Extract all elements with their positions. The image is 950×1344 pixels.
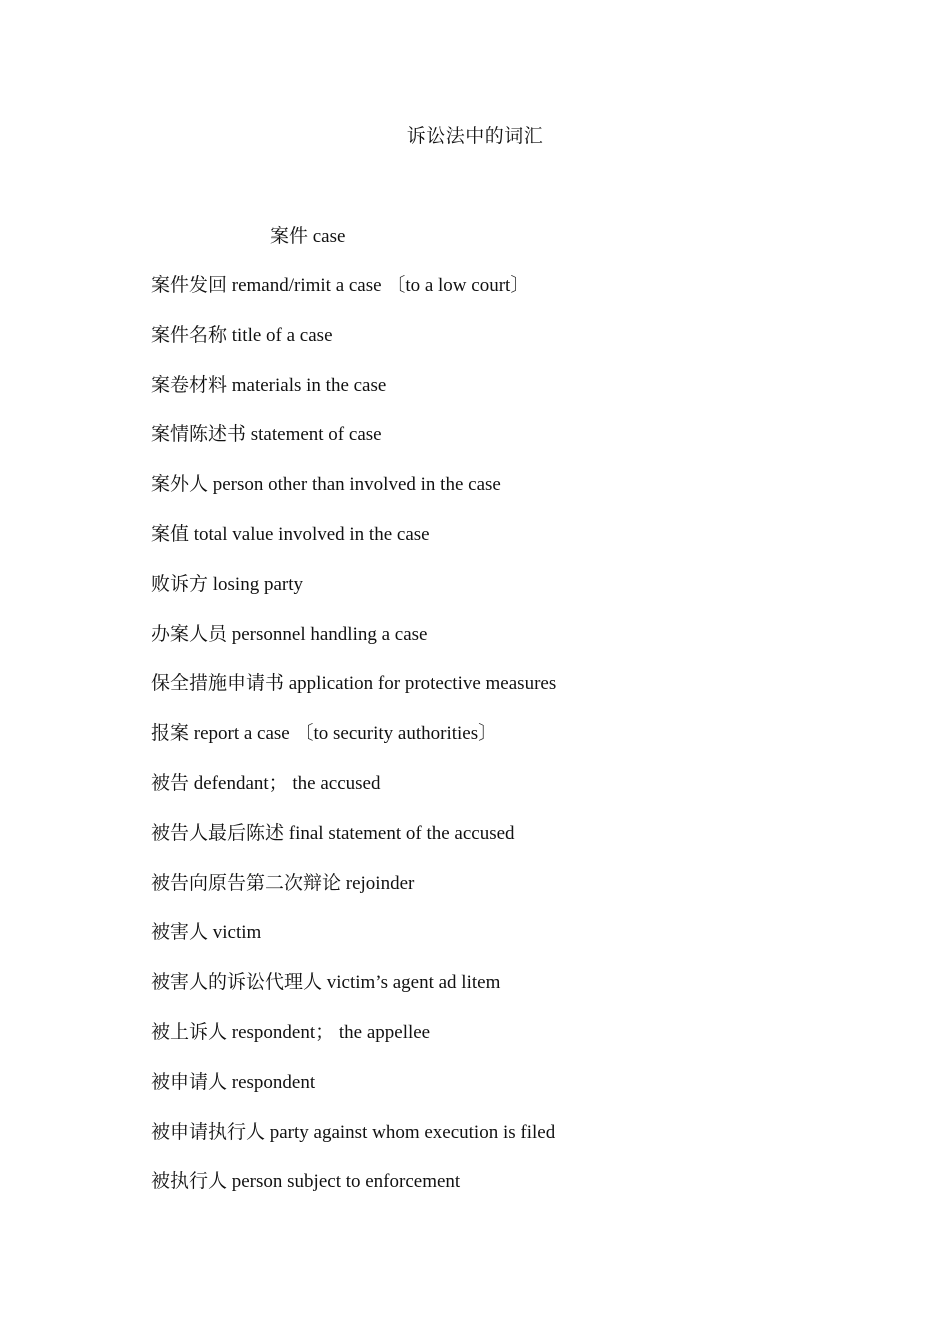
glossary-entry: 案情陈述书 statement of case — [151, 424, 382, 446]
glossary-entry: 被告向原告第二次辩论 rejoinder — [151, 872, 415, 894]
section-heading: 案件 case — [270, 226, 346, 247]
glossary-entry: 被害人的诉讼代理人 victim’s agent ad litem — [151, 972, 501, 994]
glossary-entry: 被上诉人 respondent； the appellee — [151, 1021, 431, 1043]
glossary-entry: 报案 report a case 〔to security authorities〕 — [151, 723, 498, 745]
glossary-entry: 办案人员 personnel handling a case — [151, 623, 428, 645]
glossary-entry: 被申请执行人 party against whom execution is filed — [151, 1121, 556, 1143]
glossary-entry: 被申请人 respondent — [151, 1071, 316, 1093]
glossary-entry: 被执行人 person subject to enforcement — [151, 1171, 461, 1193]
glossary-entry: 败诉方 losing party — [151, 573, 303, 595]
page-title: 诉讼法中的词汇 — [406, 126, 544, 147]
glossary-entry: 案件名称 title of a case — [151, 324, 333, 346]
glossary-entry: 案卷材料 materials in the case — [151, 374, 387, 396]
glossary-entry: 被告 defendant； the accused — [151, 772, 381, 794]
glossary-entry: 案外人 person other than involved in the case — [151, 474, 501, 496]
glossary-entry: 案值 total value involved in the case — [151, 523, 430, 545]
glossary-entry: 案件发回 remand/rimit a case 〔to a low court〕 — [151, 275, 530, 296]
glossary-entry: 被害人 victim — [151, 922, 262, 944]
glossary-entry: 保全措施申请书 application for protective measures — [151, 673, 557, 695]
glossary-list — [151, 273, 851, 1219]
glossary-entry: 被告人最后陈述 final statement of the accused — [151, 822, 515, 844]
